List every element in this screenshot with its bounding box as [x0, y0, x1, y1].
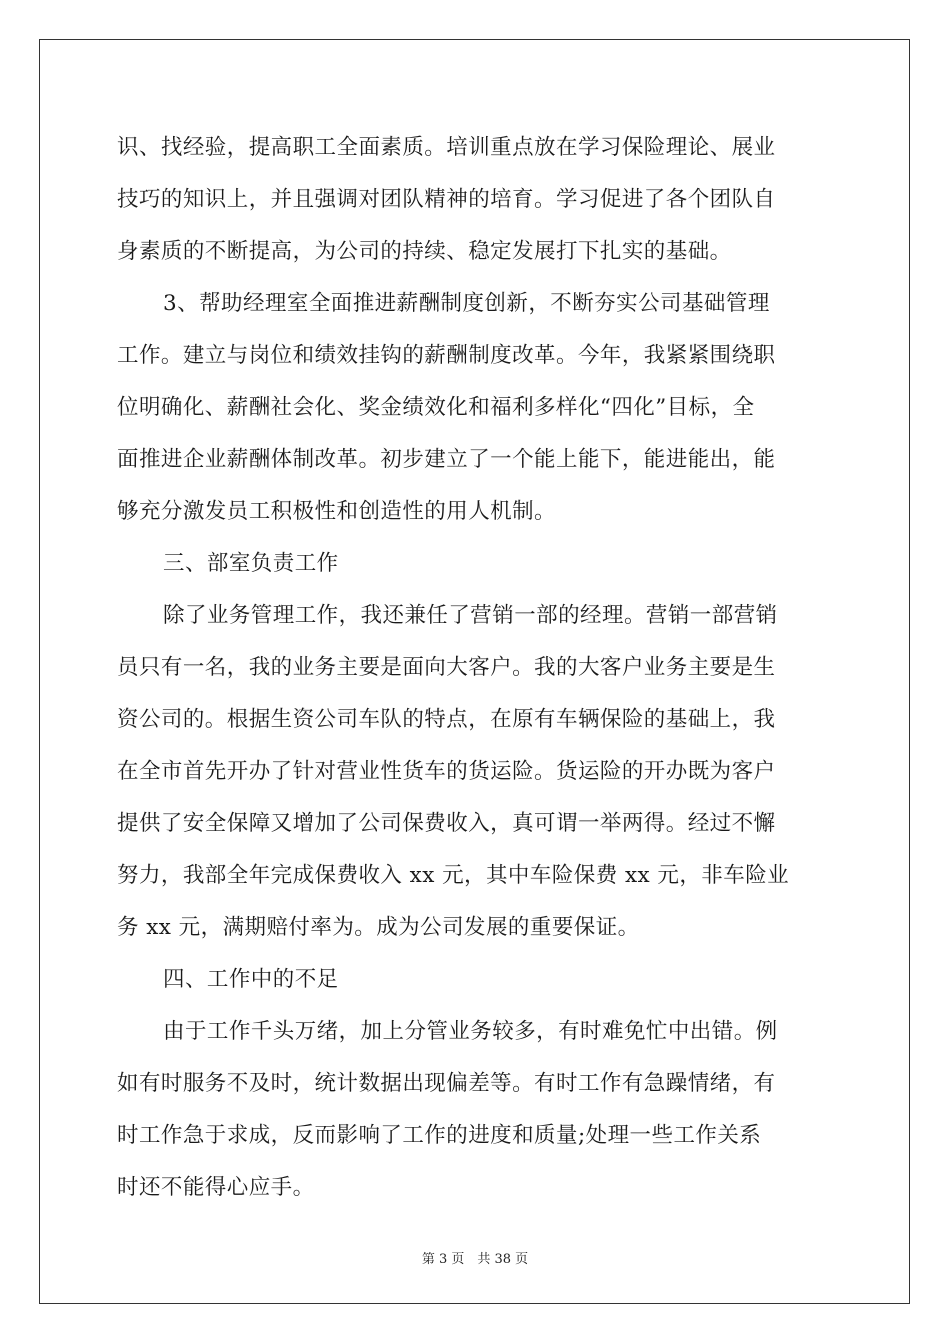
- text-line: 时工作急于求成，反而影响了工作的进度和质量;处理一些工作关系: [117, 1123, 762, 1148]
- text-line: 提供了安全保障又增加了公司保费收入，真可谓一举两得。经过不懈: [117, 811, 776, 836]
- text-line: 在全市首先开办了针对营业性货车的货运险。货运险的开办既为客户: [117, 759, 776, 784]
- text-line: 身素质的不断提高，为公司的持续、稳定发展打下扎实的基础。: [117, 239, 732, 264]
- text-line: 面推进企业薪酬体制改革。初步建立了一个能上能下，能进能出，能: [117, 447, 776, 472]
- text-line: 资公司的。根据生资公司车队的特点，在原有车辆保险的基础上，我: [117, 707, 776, 732]
- text-line: 如有时服务不及时，统计数据出现偏差等。有时工作有急躁情绪，有: [117, 1071, 776, 1096]
- text-line: 工作。建立与岗位和绩效挂钩的薪酬制度改革。今年，我紧紧围绕职: [117, 343, 776, 368]
- page-number-footer: 第 3 页 共 38 页: [421, 1252, 529, 1267]
- text-line: 务 xx 元，满期赔付率为。成为公司发展的重要保证。: [117, 915, 640, 940]
- text-line: 识、找经验，提高职工全面素质。培训重点放在学习保险理论、展业: [117, 135, 776, 160]
- text-line: 位明确化、薪酬社会化、奖金绩效化和福利多样化“四化”目标，全: [117, 395, 755, 420]
- paragraph-start-line: 除了业务管理工作，我还兼任了营销一部的经理。营销一部营销: [163, 603, 778, 628]
- paragraph-start-line: 3、帮助经理室全面推进薪酬制度创新，不断夯实公司基础管理: [163, 291, 770, 316]
- text-line: 员只有一名，我的业务主要是面向大客户。我的大客户业务主要是生: [117, 655, 776, 680]
- section-heading: 三、部室负责工作: [163, 551, 339, 576]
- paragraph-start-line: 由于工作千头万绪，加上分管业务较多，有时难免忙中出错。例: [163, 1019, 778, 1044]
- text-line: 技巧的知识上，并且强调对团队精神的培育。学习促进了各个团队自: [117, 187, 776, 212]
- text-line: 够充分激发员工积极性和创造性的用人机制。: [117, 499, 557, 524]
- section-heading: 四、工作中的不足: [163, 967, 339, 992]
- text-line: 努力，我部全年完成保费收入 xx 元，其中车险保费 xx 元，非车险业: [117, 863, 790, 888]
- text-line: 时还不能得心应手。: [117, 1175, 315, 1200]
